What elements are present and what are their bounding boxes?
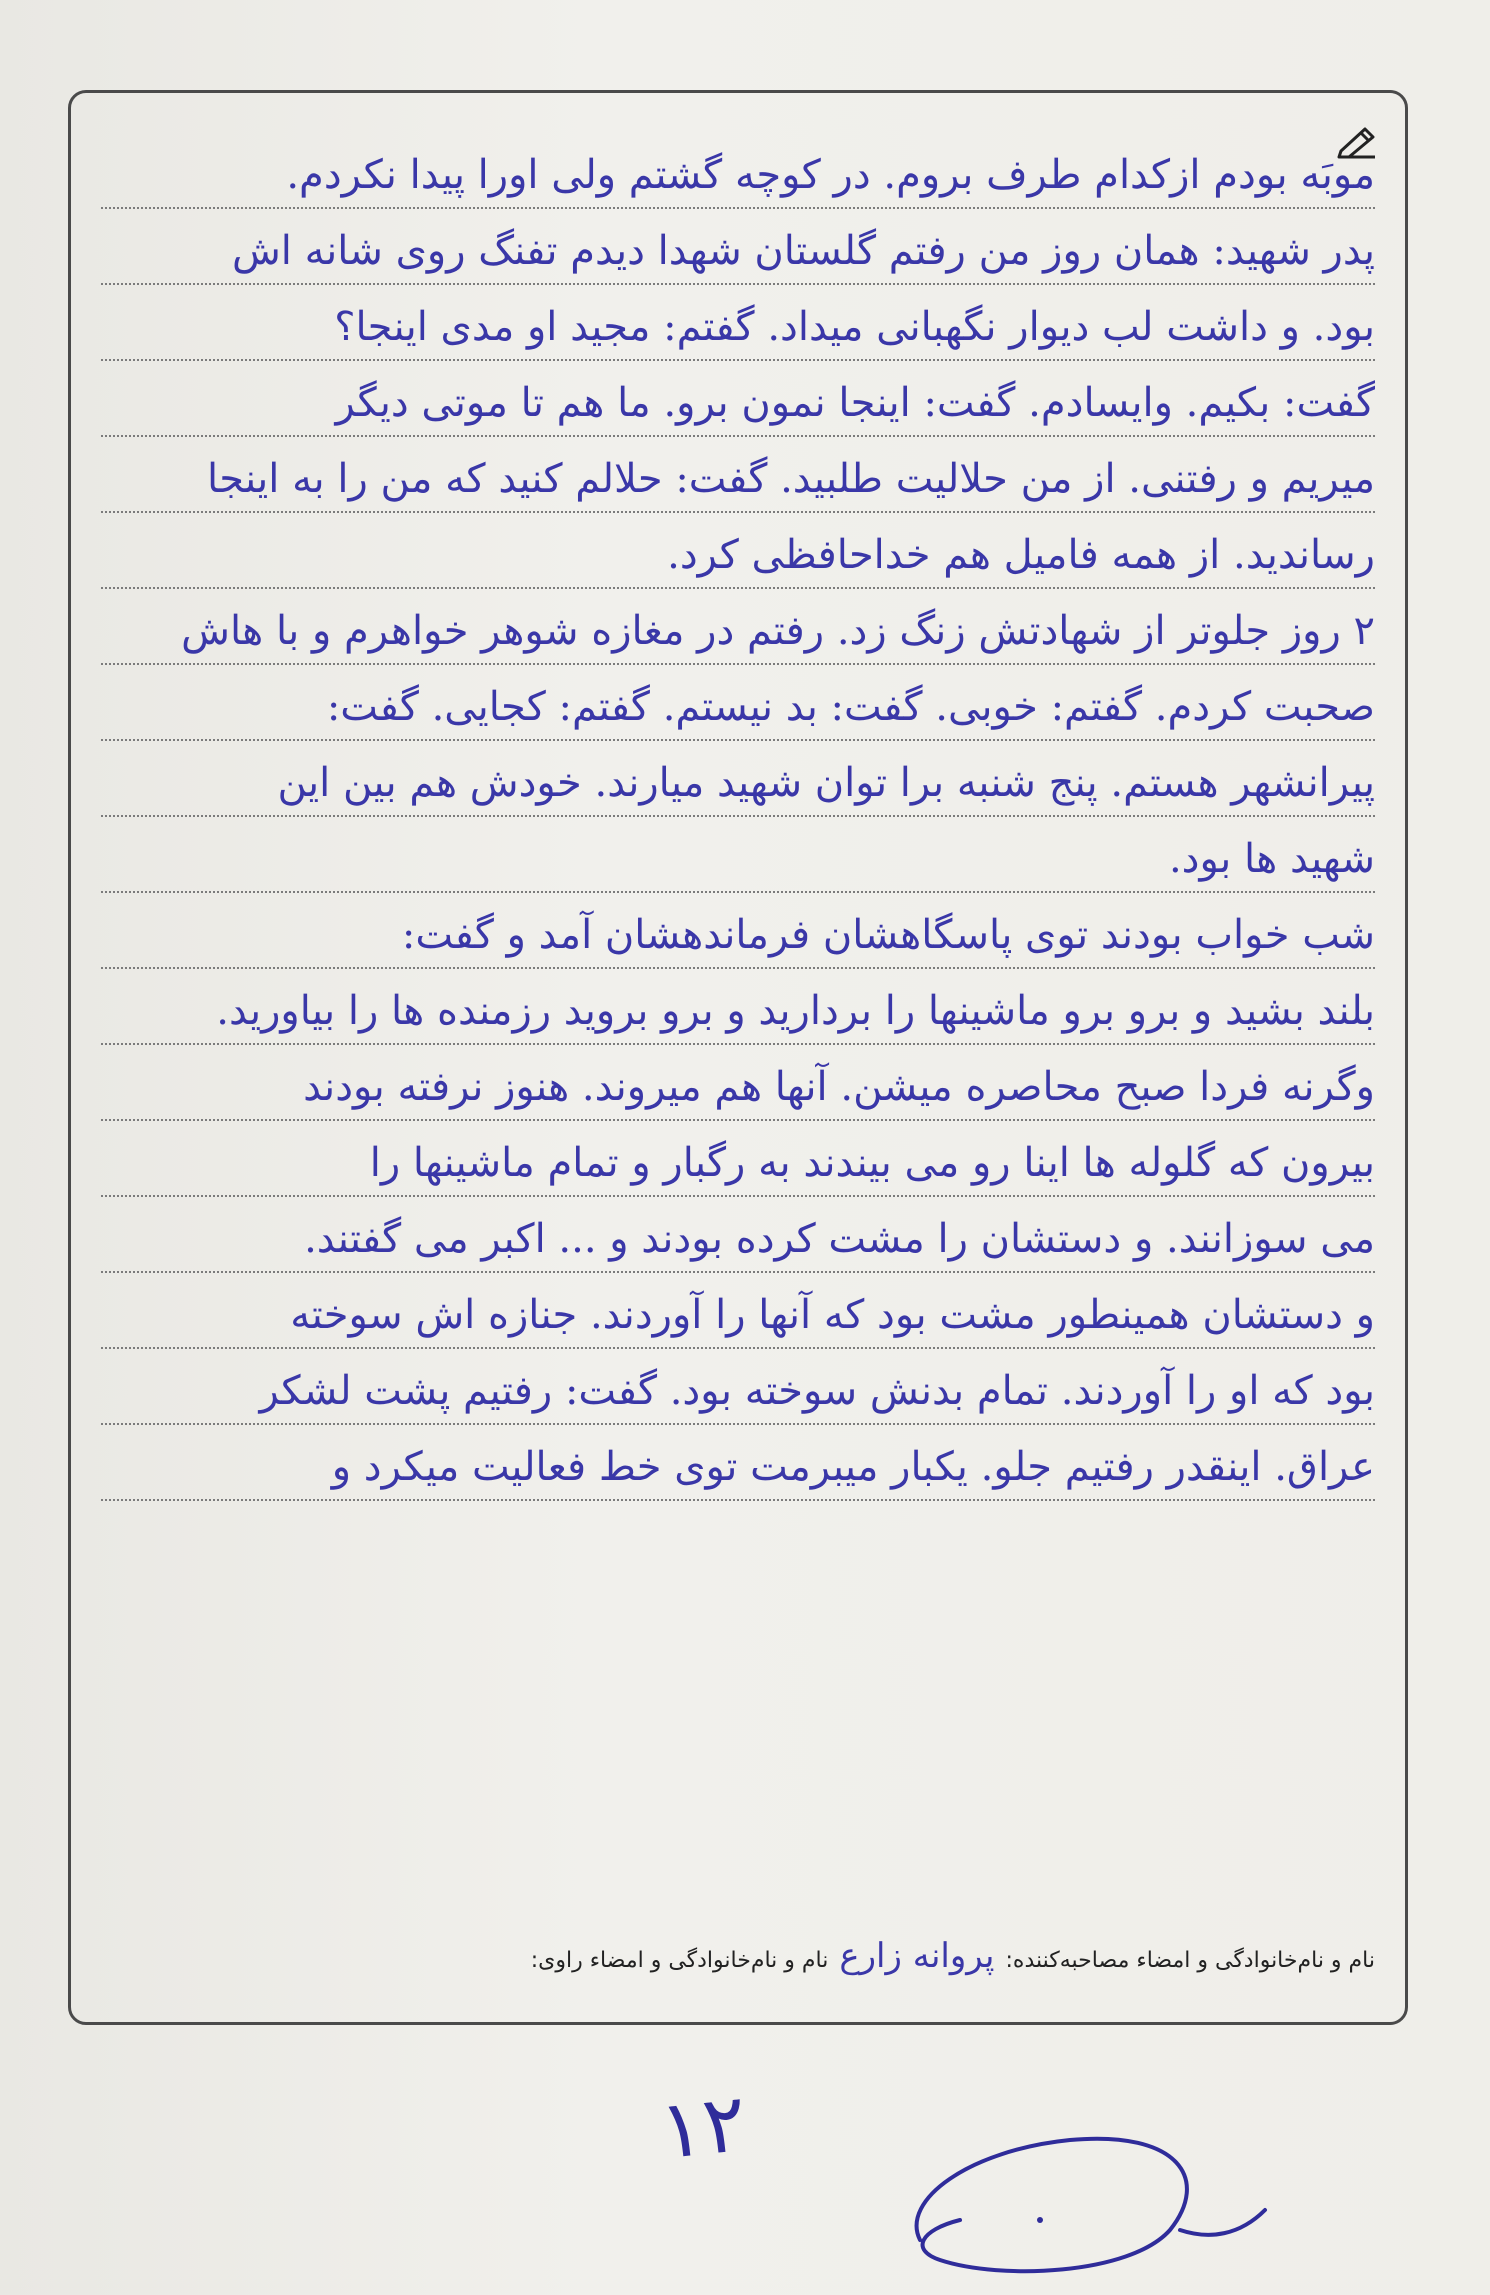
- ruled-line: [101, 285, 1375, 361]
- ruled-line: [101, 893, 1375, 969]
- ruled-line: [101, 513, 1375, 589]
- interviewer-label: نام و نام‌خانوادگی و امضاء مصاحبه‌کننده:: [1005, 1948, 1375, 1973]
- ruled-line: [101, 741, 1375, 817]
- handwritten-line: صحبت کردم. گفتم: خوبی. گفت: بد نیستم. گفتم: کجایی. گفت:: [326, 684, 1375, 730]
- handwritten-line: پدر شهید: همان روز من رفتم گلستان شهدا دیدم تفنگ روی شانه اش: [231, 228, 1375, 274]
- handwritten-line: گفت: بکیم. وایسادم. گفت: اینجا نمون برو. ما هم تا موتی دیگر: [335, 380, 1375, 426]
- handwritten-line: می سوزانند. و دستشان را مشت کرده بودند و ... اکبر می گفتند.: [304, 1216, 1375, 1262]
- handwritten-line: رساندید. از همه فامیل هم خداحافظی کرد.: [667, 532, 1375, 578]
- ruled-line: [101, 1045, 1375, 1121]
- handwritten-line: بود. و داشت لب دیوار نگهبانی میداد. گفتم: مجید او مدی اینجا؟: [334, 304, 1375, 350]
- handwritten-line: موبَه بودم ازکدام طرف بروم. در کوچه گشتم ولی اورا پیدا نکردم.: [286, 152, 1375, 198]
- handwritten-line: عراق. اینقدر رفتیم جلو. یکبار میبرمت توی خط فعالیت میکرد و: [331, 1444, 1375, 1490]
- handwritten-line: بلند بشید و برو برو ماشینها را بردارید و برو بروید رزمنده ها را بیاورید.: [216, 988, 1375, 1034]
- ruled-line: [101, 1121, 1375, 1197]
- ruled-line: [101, 1349, 1375, 1425]
- form-frame: [68, 90, 1408, 2025]
- interviewer-name: پروانه زارع: [839, 1936, 995, 1976]
- ruled-line: [101, 437, 1375, 513]
- narrator-label: نام و نام‌خانوادگی و امضاء راوی:: [530, 1948, 829, 1973]
- ruled-line: [101, 589, 1375, 665]
- handwritten-line: میریم و رفتنی. از من حلالیت طلبید. گفت: حلالم کنید که من را به اینجا: [207, 456, 1375, 502]
- ruled-line: [101, 817, 1375, 893]
- handwritten-line: بود که او را آوردند. تمام بدنش سوخته بود. گفت: رفتیم پشت لشکر: [259, 1368, 1375, 1414]
- ruled-line: [101, 1273, 1375, 1349]
- ruled-line: [101, 665, 1375, 741]
- handwritten-line: و دستشان همینطور مشت بود که آنها را آوردند. جنازه اش سوخته: [290, 1292, 1375, 1338]
- handwritten-line: ۲ روز جلوتر از شهادتش زنگ زد. رفتم در مغازه شوهر خواهرم و با هاش: [181, 608, 1375, 654]
- ruled-line: [101, 1425, 1375, 1501]
- handwritten-line: شهید ها بود.: [1168, 836, 1375, 882]
- narrative-lines: [101, 133, 1375, 1501]
- handwritten-line: بیرون که گلوله ها اینا رو می بیندند به رگبار و تمام ماشینها را: [369, 1140, 1375, 1186]
- handwritten-line: پیرانشهر هستم. پنج شنبه برا توان شهید میارند. خودش هم بین این: [277, 760, 1375, 806]
- ruled-line: [101, 1197, 1375, 1273]
- handwritten-line: وگرنه فردا صبح محاصره میشن. آنها هم میروند. هنوز نرفته بودند: [303, 1064, 1375, 1110]
- ruled-line: [101, 361, 1375, 437]
- ruled-line: [101, 969, 1375, 1045]
- signature-icon: [880, 2090, 1280, 2290]
- ruled-line: [101, 133, 1375, 209]
- signature-footer: [101, 1936, 1375, 1976]
- handwritten-line: شب خواب بودند توی پاسگاهشان فرماندهشان آمد و گفت:: [401, 912, 1375, 958]
- ruled-line: [101, 209, 1375, 285]
- page-number: ۱۲: [655, 2075, 751, 2178]
